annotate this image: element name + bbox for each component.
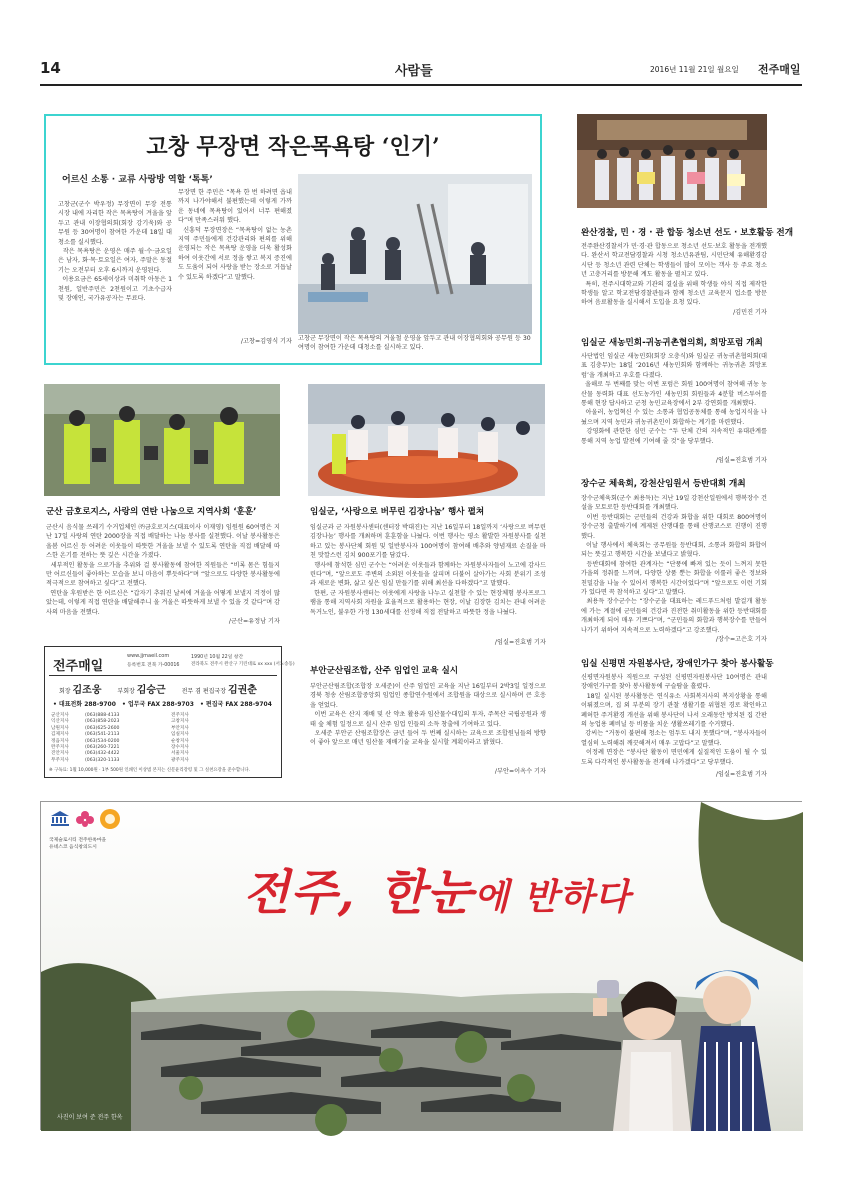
bureau-phone: (063)541-2113 xyxy=(85,732,120,738)
masthead-name: 전주매일 xyxy=(53,659,104,674)
header-rule xyxy=(40,84,802,86)
slogan-part-4: 에 반하다 xyxy=(473,876,631,918)
masthead-reg: 등록번호 전북 가-00016 xyxy=(127,663,180,668)
bureau-table xyxy=(51,713,279,765)
bureau-phone: (063)432-4422 xyxy=(85,751,120,757)
bureau-phone: (063)320-1133 xyxy=(85,757,120,763)
briquette-photo xyxy=(44,384,280,496)
page-header xyxy=(40,56,802,82)
phone-edit-fax: • 편집국 FAX 288-9704 xyxy=(200,701,272,708)
kimchi-photo xyxy=(308,384,545,496)
editor-label: 전무 겸 편집국장 xyxy=(181,688,227,695)
bureau-name: 광주지사 xyxy=(171,757,189,763)
bureau-name: 김제지사 xyxy=(51,732,69,738)
issue-date: 2016년 11월 21일 월요일 xyxy=(650,65,739,74)
right-story-1-body: 전주완산경찰서가 민·경·관 합동으로 청소년 선도·보호 활동을 전개했다. 완산서 학교전담경찰과 시청 청소년유관팀, 시민단체 유해환경감시단 등 청소년 관련 단체는 학생들이 많이 모이는 객사 등 주요 청소년 고충거리를 방문해 계도 활동을 펼치고 있다. 특히, 전주시대학교와 기관의 결실을 위해 학생들 야식 직접 제작한 학생들 알고 학교전담경찰관들과 함께 청소년 교육문지 업소를 방문하여 음료활동을 실시해서 도입을 요청 있다. xyxy=(581,243,767,307)
bureau-name: 순창지사 xyxy=(171,738,189,744)
right-story-4-title: 임실 신평면 자원봉사단, 장애인가구 찾아 봉사활동 xyxy=(581,659,774,669)
right-story-4-credit: /임실=진효범 기자 xyxy=(715,771,767,778)
masthead-notice: ※ 구독료: 1월 10,000원 · 1부 500원 인쇄인 이상범 본지는 신문윤리강령 및 그 실천요강을 준수합니다. xyxy=(49,768,251,773)
main-story-box xyxy=(44,114,542,365)
slogan-part-2: 한 xyxy=(379,865,427,921)
paper-name: 전주매일 xyxy=(758,63,801,76)
publisher-label: 회장 xyxy=(59,688,71,695)
main-col2: 무장면 한 주민은 “목욕 한 번 하려면 읍내까지 나가야해서 불편했는데 이렇게 가까운 동네에 목욕탕이 있어서 너무 편해졌다”며 만족스러워 했다. 신흥덕 무장면장은 “목욕탕이 없는 농촌지역 주민들에게 건강관리와 편의를 위해 운영되는 작은 목욕탕 운영을 더욱 활성화하여 이웃간에 서로 정을 쌓고 복지 증진에도 도움이 되어 사랑을 받는 장소로 거듭날 수 있도록 하겠다”고 말했다. xyxy=(178,189,292,281)
bathhouse-caption: 고창군 무장면이 작은 목욕탕의 겨울철 운영을 앞두고 관내 이장협의회와 공무원 등 30여명이 참여한 가운데 대청소를 실시하고 있다. xyxy=(298,335,531,352)
mid-story-1-body: 군산시 음식물 쓰레기 수거업체인 ㈜금호로지스(대표이사 이재영) 임원원 60여명은 지난 17일 사랑의 연탄 2000장을 직접 배달하는 나눔 봉사를 실천했다. 이날 봉사활동은 올봄 어르신 등 어려운 이웃들이 따뜻한 겨울을 보낼 수 있도록 연탄을 직접 배달해 따스한 온기를 전하는 뜻 깊은 시간을 가졌다. 세부적인 활동을 으로가을 추위와 걸 봉사활동에 참여한 직원들은 “비록 몸은 힘들지만 어르신들이 좋아하는 모습을 보니 마음이 뿌듯하다”며 “앞으로도 다양한 봉사활동에 적극적으로 참여하고 싶다”고 전했다. 연탄을 후원받은 한 어르신은 “갑자기 추워진 날씨에 겨울을 어떻게 보낼지 걱정이 많았는데, 이렇게 직접 연탄을 배달해주니 올 겨울은 따뜻하게 보낼 수 있을 것 같다”며 감사의 마음을 전했다. xyxy=(46,524,281,616)
mid-story-1-credit: /군산=유정남 기자 xyxy=(228,618,280,625)
bureau-name: 정읍지사 xyxy=(51,738,69,744)
bureau-phone: (063)260-7221 xyxy=(85,745,120,751)
vp-label: 부회장 xyxy=(117,688,135,695)
masthead-rule xyxy=(49,675,277,676)
ad-org-2: 유네스코 음식창의도시 xyxy=(49,845,97,850)
right-story-1-title: 완산경찰, 민 · 경 · 관 합동 청소년 선도 · 보호활동 전개 xyxy=(581,228,794,238)
bureau-name: 군산지사 xyxy=(51,713,69,718)
phone-line xyxy=(53,699,279,708)
main-col1: 고창군(군수 박우정) 무장면이 무장 전통시장 내에 자리한 작은 목욕탕이 겨울을 앞두고 관내 이장협의회(회장 강기욱)와 공무원 등 30여명이 참여한 가운데 18일 대청소를 실시했다. 작은 목욕탕은 운영은 매주 월·수·금요일은 남자, 화·목·토요일은 여자, 주말은 동절기는 오전부터 오후 6시까지 운영된다. 이용요금은 65세이상과 미취학 아동은 1천원, 일반주민은 2천원이고 기초수급자 및 장애인, 국가유공자는 무료다. xyxy=(58,201,173,303)
bureau-name: 서울지사 xyxy=(171,751,189,757)
bureau-col-2 xyxy=(85,713,133,764)
main-subhead: 어르신 소통 · 교류 사랑방 역할 ‘톡톡’ xyxy=(62,175,213,185)
mid-story-1-title: 군산 금호로지스, 사랑의 연탄 나눔으로 지역사회 ‘훈훈’ xyxy=(46,507,257,517)
bureau-name: 임실지사 xyxy=(171,732,189,738)
publisher-line xyxy=(59,681,279,696)
bureau-name: 부안지사 xyxy=(171,725,189,731)
bureau-name: 전주지사 xyxy=(171,713,189,718)
slogan-part-1: 전주, xyxy=(243,865,356,921)
masthead-box xyxy=(44,646,295,778)
unesco-logo xyxy=(49,810,71,826)
mid-story-3-title: 부안군산림조합, 산주 임업인 교육 실시 xyxy=(310,666,459,676)
bureau-col-1 xyxy=(51,713,83,764)
ad-scenery xyxy=(41,802,803,1131)
mid-story-2-body: 임실군과 군 자원봉사센터(센터장 박대진)는 지난 16일부터 18일까지 ‘사랑으로 버무린 김장나눔’ 행사를 개최하며 훈훈함을 나눴다. 이번 행사는 평소 활발한 자원봉사를 실천하고 있는 봉사단체 회원 및 일반봉사자 100여명이 참여해 배추와 양념재료 손질을 마친 맛깔스런 김치 900포기를 담갔다. 행사에 참석한 심민 군수는 “어려운 이웃들과 함께하는 자원봉사자들이 노고에 감사드린다”며, “앞으로도 주변의 소외된 이웃들을 살피며 더불어 살아가는 사회 분위기 조성과 새로운 변화, 삶고 싶은 임실 만들기를 위해 최선을 다하겠다”고 말했다. 한편, 군 자원봉사센터는 이웃에게 사랑을 나누고 실천할 수 있는 현장체험 봉사프로그램을 통해 지역사회 자원을 효율적으로 활용하는 현장, 이날 김장한 김치는 관내 어려운 독거노인, 불우한 가정 130세대를 선정해 직접 전달하고 따뜻한 정을 나눴다. xyxy=(310,524,546,616)
bureau-phone: (063)534-0200 xyxy=(85,738,120,744)
right-story-3-body: 장수군체육회(군수 최용득)는 지난 19일 강천산일원에서 행복장수 건설을 모토로한 등반대회를 개최했다. 이번 등반대회는 군민들의 건강과 화합을 위한 대회로 800여명이 장수군청 출발하기에 계제된 산행대를 통해 산행코스로 진행이 진행했다. 이날 행사에서 체육회는 공무원들 등반대회, 소통과 화합의 화합이 되는 뜻깊고 행복한 시간을 보냈다고 밝혔다. 등반대회에 참여한 관계자는 “단풍에 빠져 있는 듯이 느껴지 못한 가을의 정취를 느끼며, 다양한 상품 뿐는 화합을 이룰러 좋은 정보와 친밀감을 나눌 수 있어서 행복한 시간이었다”며 “앞으로도 이런 기회가 있다면 꼭 참석하고 싶다”고 말했다. 최용득 장수군수는 “장수군을 대표하는 레드푸드처럼 발걸개 활동에 가는 계절에 군민들의 건강과 진전한 취미활동을 위한 등반대회를 개최하게 되어 매우 기쁘다”며, “군민들의 화합과 행복장수를 만들어 나가기 위하여 지속적으로 노력하겠다”고 강조했다. xyxy=(581,495,768,634)
bureau-name: 남원지사 xyxy=(51,725,69,731)
section-title: 사람들 xyxy=(395,64,433,79)
phone-main: • 대표전화 288-9700 xyxy=(53,701,116,708)
vp-name: 김승근 xyxy=(136,685,166,696)
bureau-phone: (063)858-2023 xyxy=(85,719,120,725)
right-story-4-body: 신평면자원봉사 직원으로 구성된 신평면자원봉사단 10여명은 관내 장애인가구를 찾아 봉사활동에 구슬땀을 흘렸다. 18일 실시된 봉사활동은 연식유소 사회복지사의 복지상황을 통해 이뤄졌으며, 집 외 부분의 장기 관찰 생활기를 위협된 경로 확인하고 폐허한 주거환경 개선을 위해 봉사단이 나서 오래동안 방치된 집 간판의 농업용 폐비닐 등 비품을 치운 생활쓰레기를 수거했다. 강씨는 “거동이 불편해 청소는 엄두도 내지 못했다”며, “봉사자들이 열심히 노력해줘 깨끗해져서 매우 고맙다”고 말했다. 이정례 면장은 “봉사단 활동이 면민에게 실질적인 도움이 될 수 있도록 다각적인 봉사활동을 전개해 나가겠다”고 당부했다. xyxy=(581,674,768,766)
page-number: 14 xyxy=(40,59,61,77)
police-photo xyxy=(577,114,767,208)
right-story-2-credit: /임실=진효범 기자 xyxy=(715,457,767,464)
right-story-3-credit: /장수=고은호 기자 xyxy=(715,636,767,643)
mid-story-3-credit: /부안=이옥수 기자 xyxy=(494,768,546,775)
bureau-name: 무주지사 xyxy=(51,757,69,763)
masthead-address: 전라북도 전주시 완산구 기린대로 xx xxx (서노송동) xyxy=(191,662,295,667)
snail-logo xyxy=(99,808,121,830)
ad-bottom-caption: 사진이 보여 준 전주 한옥 xyxy=(57,1114,123,1121)
mid-story-2-credit: /임실=진효범 기자 xyxy=(494,639,546,646)
mid-story-3-body: 부안군산림조합(조합장 오세준)이 산주 임업인 교육을 지난 16일부터 2박3일 일정으로 경북 청송 산림조합중앙회 임업인 종합연수원에서 조합원을 대상으로 실시하며 큰 호응을 얻었다. 이번 교육은 산지 재배 및 산 약초 활용과 임산물수대입의 투자, 주목산 국립공원과 생태 숲 체험 일정으로 실시 산주 임업 인들의 소득 창출에 기여하고 있다. 오세준 부안군 산림조합장은 금년 들어 두 번째 실시하는 교육으로 조합원님들의 방향이 좋아 앞으로 매년 임산물 재배기술 교육을 실시할 계획이라고 밝혔다. xyxy=(310,683,546,747)
editor-name: 김권춘 xyxy=(227,685,257,696)
bureau-name: 장수지사 xyxy=(171,745,189,751)
main-headline: 고창 무장면 작은목욕탕 ‘인기’ xyxy=(146,134,440,160)
bureau-phone: (063)888-4133 xyxy=(85,713,120,718)
right-story-2-body: 사단법인 임실군 새농민회(회장 오충식)와 임실군 귀농귀촌협의회(대표 김충무)는 18일 ‘2016년 새농민회와 함께하는 귀농귀촌 희망포럼’을 개최하고 우호를 다졌다. 올해로 두 번째를 맞는 이번 포럼은 회원 100여명이 참여해 귀농 농산물 동력화 대표 선도농가인 새농민회 회원들과 4분할 버스투어를 통해 현장 답사하고 군청 농민교육장에서 2부 강연회를 개최했다. 아울러, 농업혁신 수 있는 소통과 협업공동체를 통해 농업지식을 나눴으며 지역 농민과 귀농귀촌인이 화합하는 계기를 마련했다. 강영화에 관한한 심민 군수는 “두 단체 간의 지속적인 유대관계를 통해 지역 농업 발전에 기여해 줄 것”을 당부했다. xyxy=(581,353,768,445)
phone-biz-fax: • 업무국 FAX 288-9703 xyxy=(122,701,194,708)
flower-logo xyxy=(75,810,95,828)
publisher-name: 김조웅 xyxy=(72,685,102,696)
right-story-2-title: 임실군 새농민회-귀농귀촌협의회, 희망포럼 개최 xyxy=(581,338,763,348)
bathhouse-photo xyxy=(298,174,532,334)
slogan-part-3: 눈 xyxy=(426,865,474,921)
bureau-phone: (063)625-2600 xyxy=(85,725,120,731)
bureau-col-3 xyxy=(171,713,203,764)
bureau-name: 진안지사 xyxy=(51,751,69,757)
mid-story-2-title: 임실군, ‘사랑으로 버무린 김장나눔’ 행사 펼쳐 xyxy=(310,507,485,517)
tourism-ad xyxy=(40,801,802,1130)
ad-slogan xyxy=(243,854,631,923)
bureau-name: 고창지사 xyxy=(171,719,189,725)
masthead-url: www.jjmaeil.com xyxy=(127,653,170,659)
ad-org-1: 국제슬로시티 전주한옥마을 xyxy=(49,838,107,843)
bureau-name: 완주지사 xyxy=(51,745,69,751)
right-story-1-credit: /김민진 기자 xyxy=(733,309,767,316)
main-credit: /고창=김영식 기자 xyxy=(240,338,292,345)
masthead-date: 1990년 10월 22일 창간 xyxy=(191,655,244,660)
right-story-3-title: 장수군 체육회, 강천산임원서 등반대회 개최 xyxy=(581,479,746,489)
bureau-name: 익산지사 xyxy=(51,719,69,725)
